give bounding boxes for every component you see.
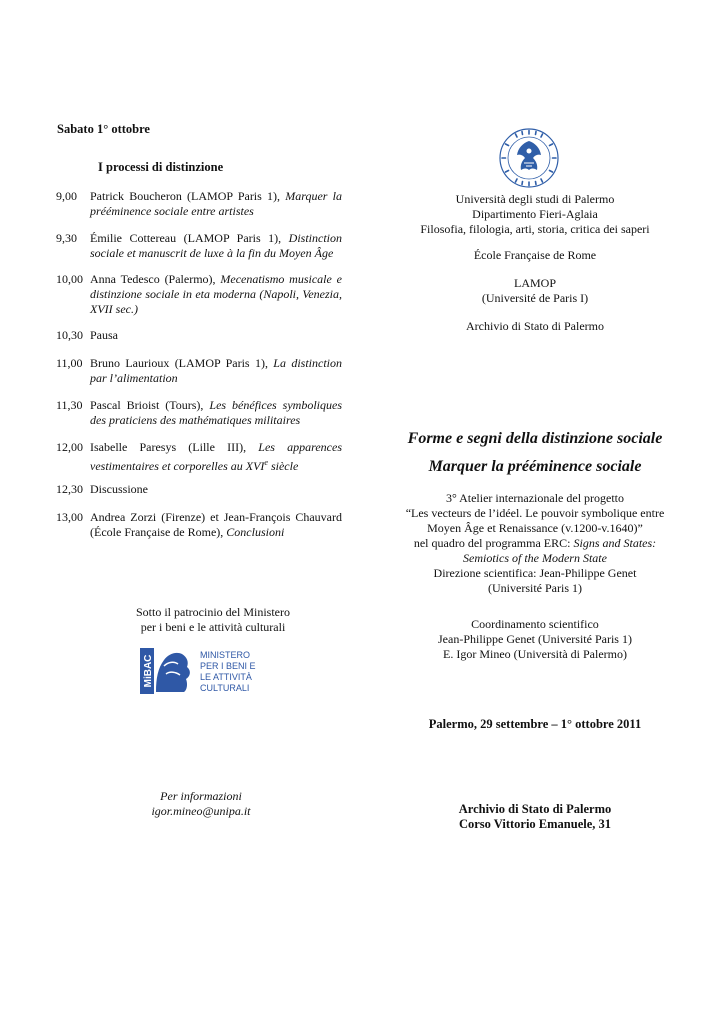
program-speaker: Pascal Brioist (Tours), (90, 398, 210, 412)
program-item (56, 356, 342, 386)
program-time: 9,30 (56, 231, 77, 245)
project-line: Semiotics of the Modern State (463, 551, 607, 565)
coordination-person: Jean-Philippe Genet (Université Paris 1) (438, 632, 632, 646)
program-talk-title: Distinction sociale et manuscrit de luxe à la fin du Moyen Âge (90, 231, 342, 260)
program-time: 10,00 (56, 272, 83, 286)
patronage-note (99, 605, 327, 635)
program-item (56, 189, 342, 219)
title-line-2: Marquer la prééminence sociale (428, 458, 642, 475)
project-line: “Les vecteurs de l’idéel. Le pouvoir symbolique entre (405, 506, 665, 520)
project-line-text: nel quadro del programma ERC: (413, 536, 574, 550)
venue-line: Archivio di Stato di Palermo (458, 802, 612, 816)
org-line: LAMOP (513, 276, 556, 290)
org-line: Università degli studi di Palermo (455, 192, 615, 206)
place-date: Palermo, 29 settembre – 1° ottobre 2011 (428, 717, 642, 731)
program-speaker: Patrick Boucheron (LAMOP Paris 1), (90, 189, 286, 203)
program-talk-title: La distinction par l’alimentation (90, 356, 342, 385)
venue-block (380, 802, 690, 832)
program-speaker: Isabelle Paresys (Lille III), (90, 440, 259, 454)
mibac-text-line: PER I BENI E (200, 661, 256, 671)
program-time: 12,00 (56, 440, 83, 454)
coordination-label: Coordinamento scientifico (471, 617, 599, 631)
archive-line: Archivio di Stato di Palermo (466, 319, 604, 333)
info-email[interactable]: igor.mineo@unipa.it (151, 804, 251, 818)
program-talk-title: Les apparences vestimentaires et corporelles au XVI (90, 440, 342, 473)
main-title (370, 425, 700, 481)
program-item (56, 440, 342, 474)
program-item (56, 482, 342, 497)
program-talk-title-end: siècle (267, 459, 299, 473)
program-time: 9,00 (56, 189, 77, 203)
program-time: 12,30 (56, 482, 83, 496)
info-block (96, 789, 306, 819)
program-talk-title: Les bénéfices symboliques des praticiens des mathématiques militaires (90, 398, 342, 427)
program-talk-title: Conclusioni (226, 525, 285, 539)
program-time: 11,30 (56, 398, 83, 412)
program-time: 13,00 (56, 510, 83, 524)
program-item (56, 328, 342, 343)
program-speaker: Andrea Zorzi (Firenze) et Jean-François Chauvard (École Française de Rome), (90, 510, 342, 539)
info-label: Per informazioni (160, 789, 242, 803)
program-item (56, 398, 342, 428)
university-block (380, 192, 690, 237)
program-break: Pausa (90, 328, 118, 342)
lamop-block (380, 276, 690, 306)
mibac-text-line: CULTURALI (200, 683, 250, 693)
program-item (56, 510, 342, 540)
project-line: Moyen Âge et Renaissance (v.1200-v.1640)” (427, 521, 643, 535)
program-speaker: Bruno Laurioux (LAMOP Paris 1), (90, 356, 274, 370)
mibac-logo (140, 648, 265, 694)
session-title: I processi di distinzione (98, 160, 224, 174)
project-line: 3° Atelier internazionale del progetto (445, 491, 625, 505)
efr-line: École Française de Rome (473, 248, 597, 262)
program-item (56, 272, 342, 317)
project-line-italic: Signs and States: (573, 536, 657, 550)
project-block (380, 491, 690, 596)
venue-line: Corso Vittorio Emanuele, 31 (458, 817, 612, 831)
program-speaker: Anna Tedesco (Palermo), (90, 272, 221, 286)
day-title: Sabato 1° ottobre (57, 122, 150, 136)
mibac-text-line: LE ATTIVITÀ (200, 672, 252, 682)
title-line-1: Forme e segni della distinzione sociale (407, 430, 663, 447)
program-item (56, 231, 342, 261)
superscript: e (264, 458, 268, 467)
coordination-block (380, 617, 690, 662)
mibac-mark: MiBAC (143, 654, 154, 688)
project-line: Direzione scientifica: Jean-Philippe Genet (433, 566, 637, 580)
mibac-text-line: MINISTERO (200, 650, 251, 660)
org-line: (Université de Paris I) (481, 291, 589, 305)
program-time: 10,30 (56, 328, 83, 342)
coordination-person: E. Igor Mineo (Università di Palermo) (443, 647, 627, 661)
program-talk-title: Marquer la prééminence sociale entre artistes (90, 189, 342, 218)
patronage-line: Sotto il patrocinio del Ministero (136, 605, 290, 619)
university-seal-icon (498, 127, 560, 189)
program-discussion: Discussione (90, 482, 148, 496)
program-talk-title: Mecenatismo musicale e distinzione sociale in eta moderna (Napoli, Venezia, XVII sec.) (90, 272, 342, 316)
org-line: Filosofia, filologia, arti, storia, critica dei saperi (420, 222, 650, 236)
patronage-line: per i beni e le attività culturali (140, 620, 286, 634)
project-line (380, 536, 690, 551)
program-time: 11,00 (56, 356, 83, 370)
org-line: Dipartimento Fieri-Aglaia (472, 207, 598, 221)
project-line: (Université Paris 1) (488, 581, 582, 595)
program-speaker: Émilie Cottereau (LAMOP Paris 1), (90, 231, 289, 245)
